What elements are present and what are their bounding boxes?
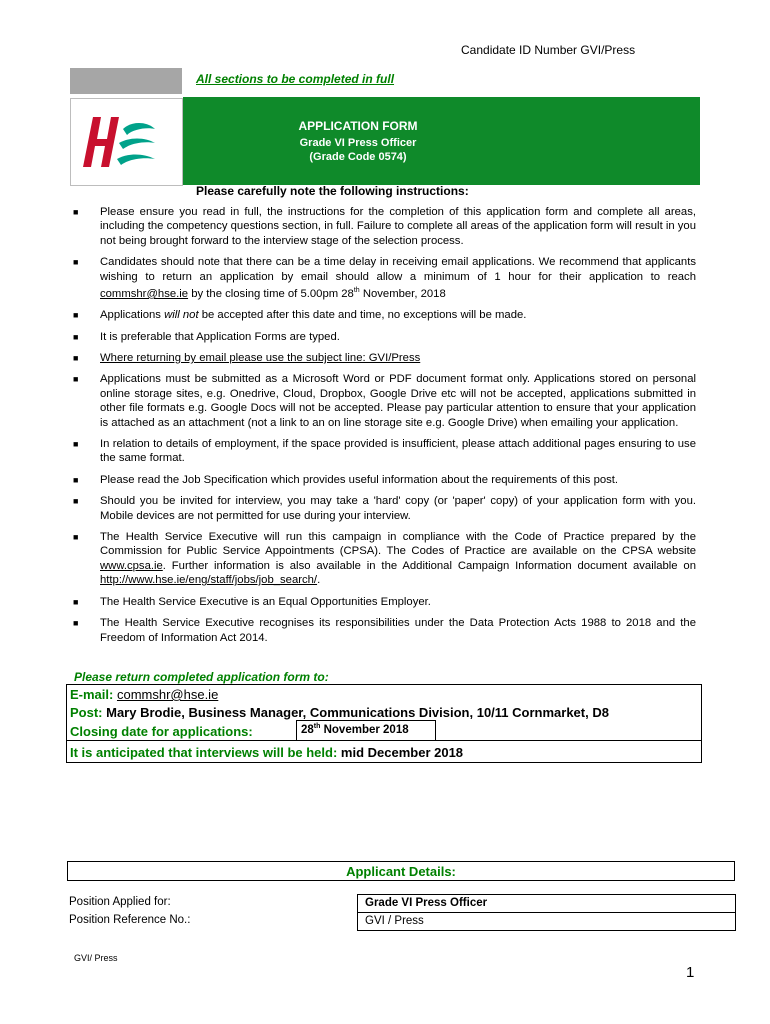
return-title: Please return completed application form to: [74,670,329,684]
reference-label: Position Reference No.: [69,914,191,926]
closing-date: 28th November 2018 [296,720,436,740]
list-item: ■ Should you be invited for interview, you may take a 'hard' copy (or 'paper' copy) of your application form with you. Mobile devices are not permitted for use during your interview. [73,495,696,522]
contact-box [66,684,702,763]
grade-code: (Grade Code 0574) [309,151,407,163]
divider [67,740,701,741]
bullet-icon: ■ [73,374,79,385]
bullet-icon: ■ [73,532,79,543]
bullet-icon: ■ [73,496,79,507]
list-item: ■ Please ensure you read in full, the instructions for the completion of this application form and complete all areas, including the competency questions section, in full. Failure to complete all areas of the application form will result in you not being brought forward to the interview stage of the selection process. [73,206,696,247]
list-item: ■ Applications must be submitted as a Microsoft Word or PDF document format only. Applications stored on personal online storage sites, e.g. Onedrive, Cloud, Dropbox, Google Drive etc will not be accepted, applications submitted in other file formats e.g. Google Docs will not be accepted. Please pay particular attention to ensure that your application is attached as an attachment (not a link to an on line storage site e.g. Google Drive) when emailing your application. [73,373,696,429]
hse-logo [70,98,183,186]
list-item: ■ The Health Service Executive recognises its responsibilities under the Data Protection Acts 1988 to 2018 and the Freedom of Information Act 2014. [73,617,696,644]
position-label: Position Applied for: [69,896,171,908]
list-item: ■ It is preferable that Application Forms are typed. [73,330,340,343]
header-tab [70,68,182,94]
email-row: E-mail: commshr@hse.ie [70,687,219,702]
list-item: ■ In relation to details of employment, if the space provided is insufficient, please attach additional pages ensuring to use the same format. [73,438,696,465]
instructions-title: Please carefully note the following instructions: [196,184,469,198]
list-item: ■ Applications will not be accepted after this date and time, no exceptions will be made. [73,309,527,322]
closing-label: Closing date for applications: [70,724,253,739]
list-item: ■ Candidates should note that there can be a time delay in receiving email applications. We recommend that applicants wishing to return an application by email should allow a minimum of 1 hour for their application to reach commshr@hse.ie by the closing time of 5.00pm 28th November, 2018 [73,256,696,300]
bullet-icon: ■ [73,353,79,364]
applicant-details-title: Applicant Details: [67,861,735,881]
title-banner [183,97,700,185]
reference-value[interactable]: GVI / Press [365,915,424,927]
hse-logo-icon [71,99,182,185]
bullet-icon: ■ [73,618,79,629]
list-item: ■ The Health Service Executive will run this campaign in compliance with the Code of Practice prepared by the Commission for Public Service Appointments (CPSA). The Codes of Practice are available on the CPSA website www.cpsa.ie. Further information is also available in the Additional Campaign Information document available on http://www.hse.ie/eng/staff/jobs/job_search/. [73,531,696,587]
position-value[interactable]: Grade VI Press Officer [358,895,735,913]
form-title: APPLICATION FORM [298,119,418,133]
bullet-icon: ■ [73,257,79,268]
bullet-icon: ■ [73,331,79,342]
sections-note: All sections to be completed in full [196,72,395,86]
bullet-icon: ■ [73,439,79,450]
instructions-list [70,205,696,652]
page-number: 1 [686,964,695,981]
bullet-icon: ■ [73,596,79,607]
bullet-icon: ■ [73,310,79,321]
post-row: Post: Mary Brodie, Business Manager, Communications Division, 10/11 Cornmarket, D8 [70,705,609,720]
candidate-id: Candidate ID Number GVI/Press [461,43,636,57]
bullet-icon: ■ [73,207,79,217]
interview-row: It is anticipated that interviews will be held: mid December 2018 [70,745,464,760]
list-item: ■ Please read the Job Specification which provides useful information about the requirements of this post. [73,473,619,486]
list-item: ■ Where returning by email please use the subject line: GVI/Press [73,352,421,365]
bullet-icon: ■ [73,474,79,485]
position-table [357,894,736,931]
cpsa-link[interactable]: www.cpsa.ie [100,559,163,572]
email-link[interactable]: commshr@hse.ie [116,687,219,702]
list-item: ■ The Health Service Executive is an Equal Opportunities Employer. [73,595,431,608]
hse-jobs-link[interactable]: http://www.hse.ie/eng/staff/jobs/job_search/ [100,574,318,587]
grade-title: Grade VI Press Officer [299,137,417,149]
footer-ref: GVI/ Press [74,953,118,963]
email-link[interactable]: commshr@hse.ie [100,287,189,300]
